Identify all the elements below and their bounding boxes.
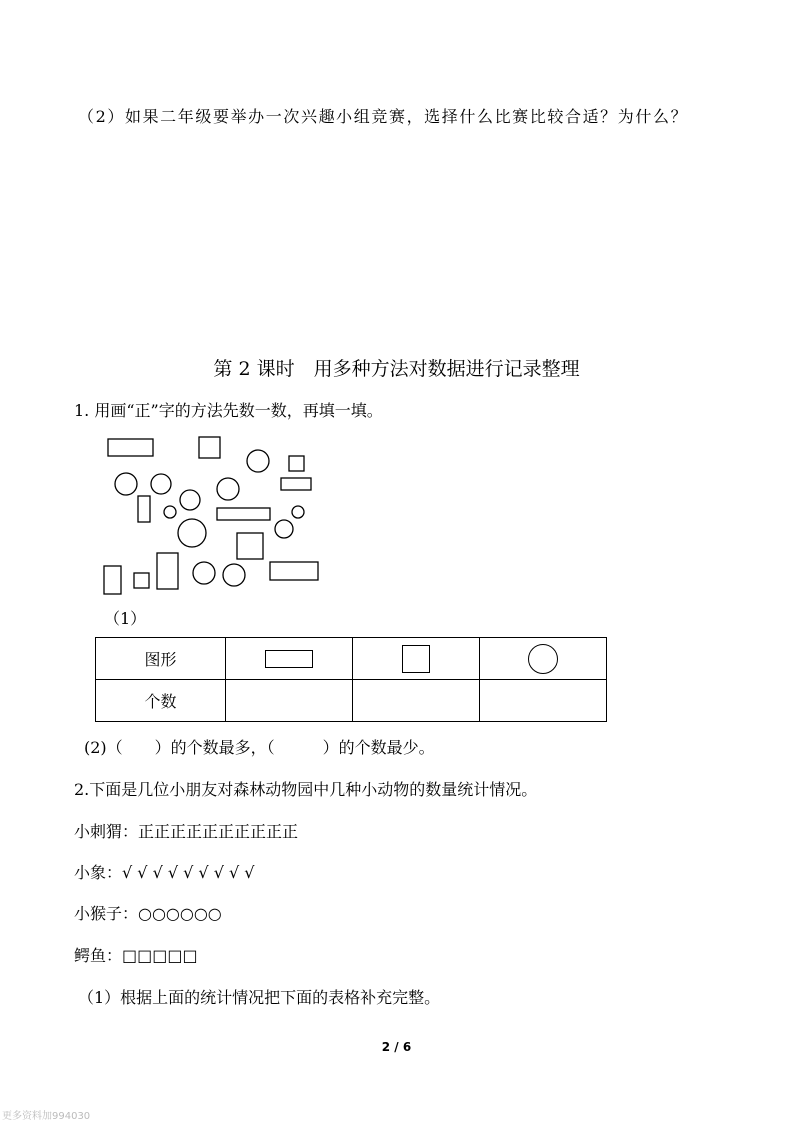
- rectangle-shape: [157, 553, 178, 589]
- q2-sub1: （1）根据上面的统计情况把下面的表格补充完整。: [78, 988, 441, 1007]
- column-circle: [480, 638, 607, 680]
- q1-sub2: (2)（ ）的个数最多，（ ）的个数最少。: [84, 738, 435, 757]
- circle-icon: [528, 644, 558, 674]
- circle-shape: [164, 506, 176, 518]
- row-header-shape: 图形: [96, 638, 226, 680]
- shape-collection: [100, 432, 330, 602]
- column-square: [353, 638, 480, 680]
- rectangle-shape: [217, 508, 270, 520]
- circle-shape: [217, 478, 239, 500]
- circle-shape: [151, 474, 171, 494]
- count-rectangle-cell[interactable]: [226, 680, 353, 722]
- square-shape: [199, 437, 220, 458]
- rectangle-shape: [104, 566, 121, 594]
- count-circle-cell[interactable]: [480, 680, 607, 722]
- circle-shape: [247, 450, 269, 472]
- table-row: [96, 680, 607, 722]
- q2-monkey-tally: 小猴子：○○○○○○: [74, 904, 222, 923]
- lesson-title: 第 2 课时 用多种方法对数据进行记录整理: [213, 358, 580, 380]
- circle-shape: [292, 506, 304, 518]
- circle-shape: [180, 490, 200, 510]
- rectangle-shape: [138, 496, 150, 522]
- q1-sub1-label: （1）: [104, 609, 147, 628]
- table-row: [96, 638, 607, 680]
- circle-shape: [178, 519, 206, 547]
- q2-crocodile-tally: 鳄鱼：□□□□□: [74, 946, 198, 965]
- page-number: 2 / 6: [381, 1040, 412, 1054]
- column-rectangle: [226, 638, 353, 680]
- q2-prompt: 2.下面是几位小朋友对森林动物园中几种小动物的数量统计情况。: [74, 780, 538, 799]
- square-shape: [237, 533, 263, 559]
- watermark: 更多资料加994030: [2, 1111, 91, 1122]
- square-shape: [289, 456, 304, 471]
- shape-count-table: [95, 637, 607, 722]
- rectangle-shape: [270, 562, 318, 580]
- rectangle-shape: [108, 439, 153, 456]
- circle-shape: [193, 562, 215, 584]
- previous-question-2: （2）如果二年级要举办一次兴趣小组竞赛，选择什么比赛比较合适？为什么？: [78, 107, 689, 126]
- q2-hedgehog-tally: 小刺猬：正正正正正正正正正正: [74, 822, 299, 841]
- rectangle-icon: [265, 650, 313, 668]
- circle-shape: [115, 473, 137, 495]
- circle-shape: [223, 564, 245, 586]
- row-header-count: 个数: [96, 680, 226, 722]
- q1-prompt: 1. 用画“正”字的方法先数一数，再填一填。: [74, 401, 383, 420]
- square-shape: [134, 573, 149, 588]
- q2-elephant-tally: 小象：√ √ √ √ √ √ √ √ √: [74, 863, 255, 882]
- circle-shape: [275, 520, 293, 538]
- rectangle-shape: [281, 478, 311, 490]
- count-square-cell[interactable]: [353, 680, 480, 722]
- square-icon: [402, 645, 430, 673]
